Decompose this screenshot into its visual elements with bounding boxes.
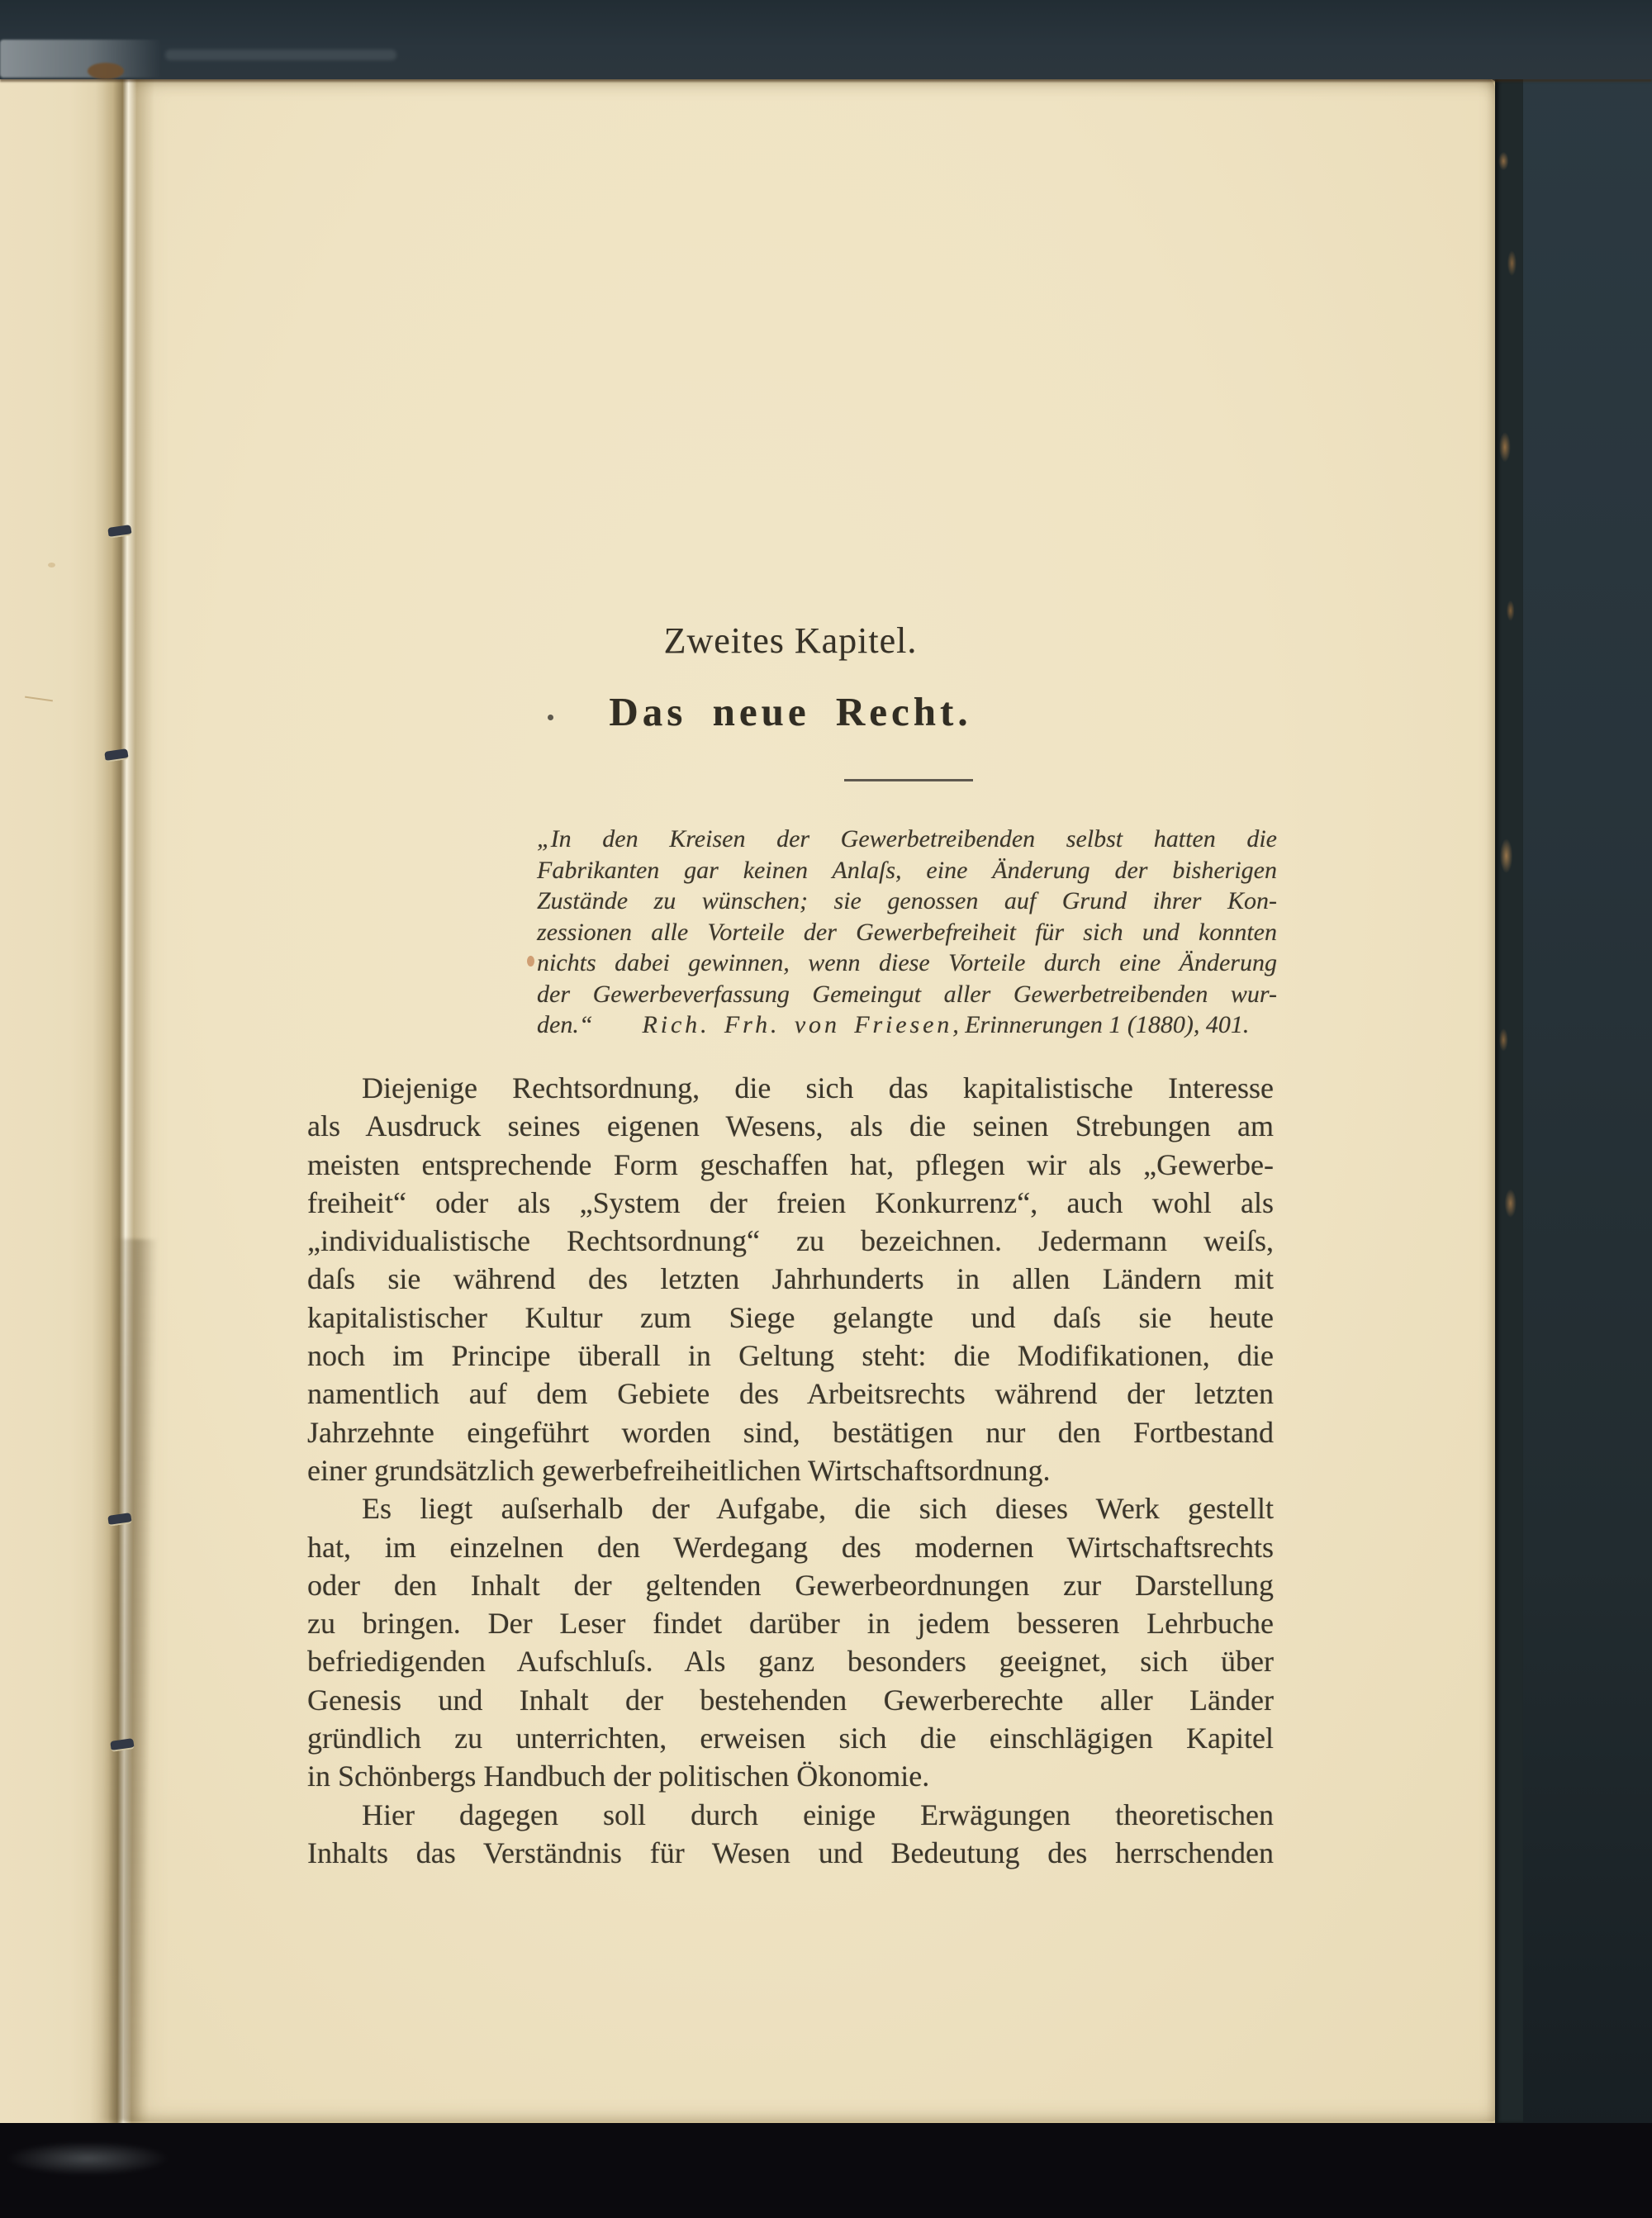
quote-line: der Gewerbeverfassung Gemeingut aller Gewerbetreibenden wur- <box>537 980 1277 1008</box>
chapter-heading: Zweites Kapitel. <box>663 620 918 661</box>
body-line: einer grundsätzlich gewerbefreiheitlichen Wirtschaftsordnung. <box>307 1453 1051 1487</box>
quote-attribution-gap <box>593 1009 643 1041</box>
quote-attribution-closing: den.“ <box>537 1011 593 1038</box>
cloth-streak <box>165 50 396 60</box>
paper-speckle <box>48 563 55 568</box>
body-line: Diejenige Rechtsordnung, die sich das kapitalistische Interesse <box>362 1071 1274 1104</box>
body-line: zu bringen. Der Leser findet darüber in jedem besseren Lehrbuche <box>307 1607 1274 1641</box>
body-text <box>307 1069 1274 1872</box>
chapter-title: Das neue Recht. <box>609 689 972 734</box>
body-line: oder den Inhalt der geltenden Gewerbeordnungen zur Darstellung <box>307 1568 1274 1602</box>
body-line: Es liegt auſserhalb der Aufgabe, die sich dieses Werk gestellt <box>362 1492 1274 1526</box>
body-line: freiheit“ oder als „System der freien Konkurrenz“, auch wohl als <box>307 1185 1274 1219</box>
quotation-block <box>537 824 1277 1009</box>
marbled-edge <box>1495 79 1523 2123</box>
quote-line: nichts dabei gewinnen, wenn diese Vorteile durch eine Änderung <box>537 949 1277 976</box>
quote-line: Fabrikanten gar keinen Anlaſs, eine Änderung der bisherigen <box>537 856 1277 884</box>
background-top <box>0 0 1652 79</box>
quote-line: Zustände zu wünschen; sie genossen auf Grund ihrer Kon- <box>537 887 1277 914</box>
body-line: in Schönbergs Handbuch der politischen Ökonomie. <box>307 1760 930 1793</box>
quote-line: „In den Kreisen der Gewerbetreibenden selbst hatten die <box>537 825 1277 853</box>
corner-stain <box>88 63 124 79</box>
body-line: gründlich zu unterrichten, erweisen sich die einschlägigen Kapitel <box>307 1722 1274 1755</box>
body-line: Genesis und Inhalt der bestehenden Gewerberechte aller Länder <box>307 1683 1274 1717</box>
body-line: hat, im einzelnen den Werdegang des modernen Wirtschaftsrechts <box>307 1530 1274 1564</box>
title-rule <box>844 779 973 781</box>
body-line: noch im Principe überall in Geltung steht: die Modifikationen, die <box>307 1339 1274 1373</box>
body-line: daſs sie während des letzten Jahrhunderts in allen Ländern mit <box>307 1262 1274 1296</box>
quote-line: zessionen alle Vorteile der Gewerbefreiheit für sich und konnten <box>537 918 1277 946</box>
book-page <box>124 78 1499 2126</box>
quote-attribution <box>537 1009 1277 1041</box>
body-line: Jahrzehnte eingeführt worden sind, bestätigen nur den Fortbestand <box>307 1415 1274 1449</box>
body-line: meisten entsprechende Form geschaffen hat, pflegen wir als „Gewerbe- <box>307 1147 1274 1181</box>
body-line: als Ausdruck seines eigenen Wesens, als die seinen Strebungen am <box>307 1109 1274 1143</box>
quote-attribution-source: , Erinnerungen 1 (1880), 401. <box>952 1011 1250 1038</box>
rust-fleck <box>527 956 534 967</box>
bottom-smudge <box>5 2141 170 2176</box>
quote-attribution-rest <box>643 1009 1278 1041</box>
cloth-band <box>0 40 162 78</box>
background-bottom <box>0 2123 1652 2218</box>
body-line: namentlich auf dem Gebiete des Arbeitsrechts während der letzten <box>307 1377 1274 1411</box>
quote-attribution-name: Rich. Frh. von Friesen <box>642 1011 953 1038</box>
body-line: Inhalts das Verständnis für Wesen und Bedeutung des herrschenden <box>307 1836 1274 1869</box>
body-line: kapitalistischer Kultur zum Siege gelangte und daſs sie heute <box>307 1300 1274 1334</box>
body-line: Hier dagegen soll durch einige Erwägungen theoretischen <box>362 1798 1274 1831</box>
body-line: befriedigenden Aufschluſs. Als ganz besonders geeignet, sich über <box>307 1645 1274 1679</box>
body-line: „individualistische Rechtsordnung“ zu bezeichnen. Jedermann weiſs, <box>307 1224 1274 1258</box>
